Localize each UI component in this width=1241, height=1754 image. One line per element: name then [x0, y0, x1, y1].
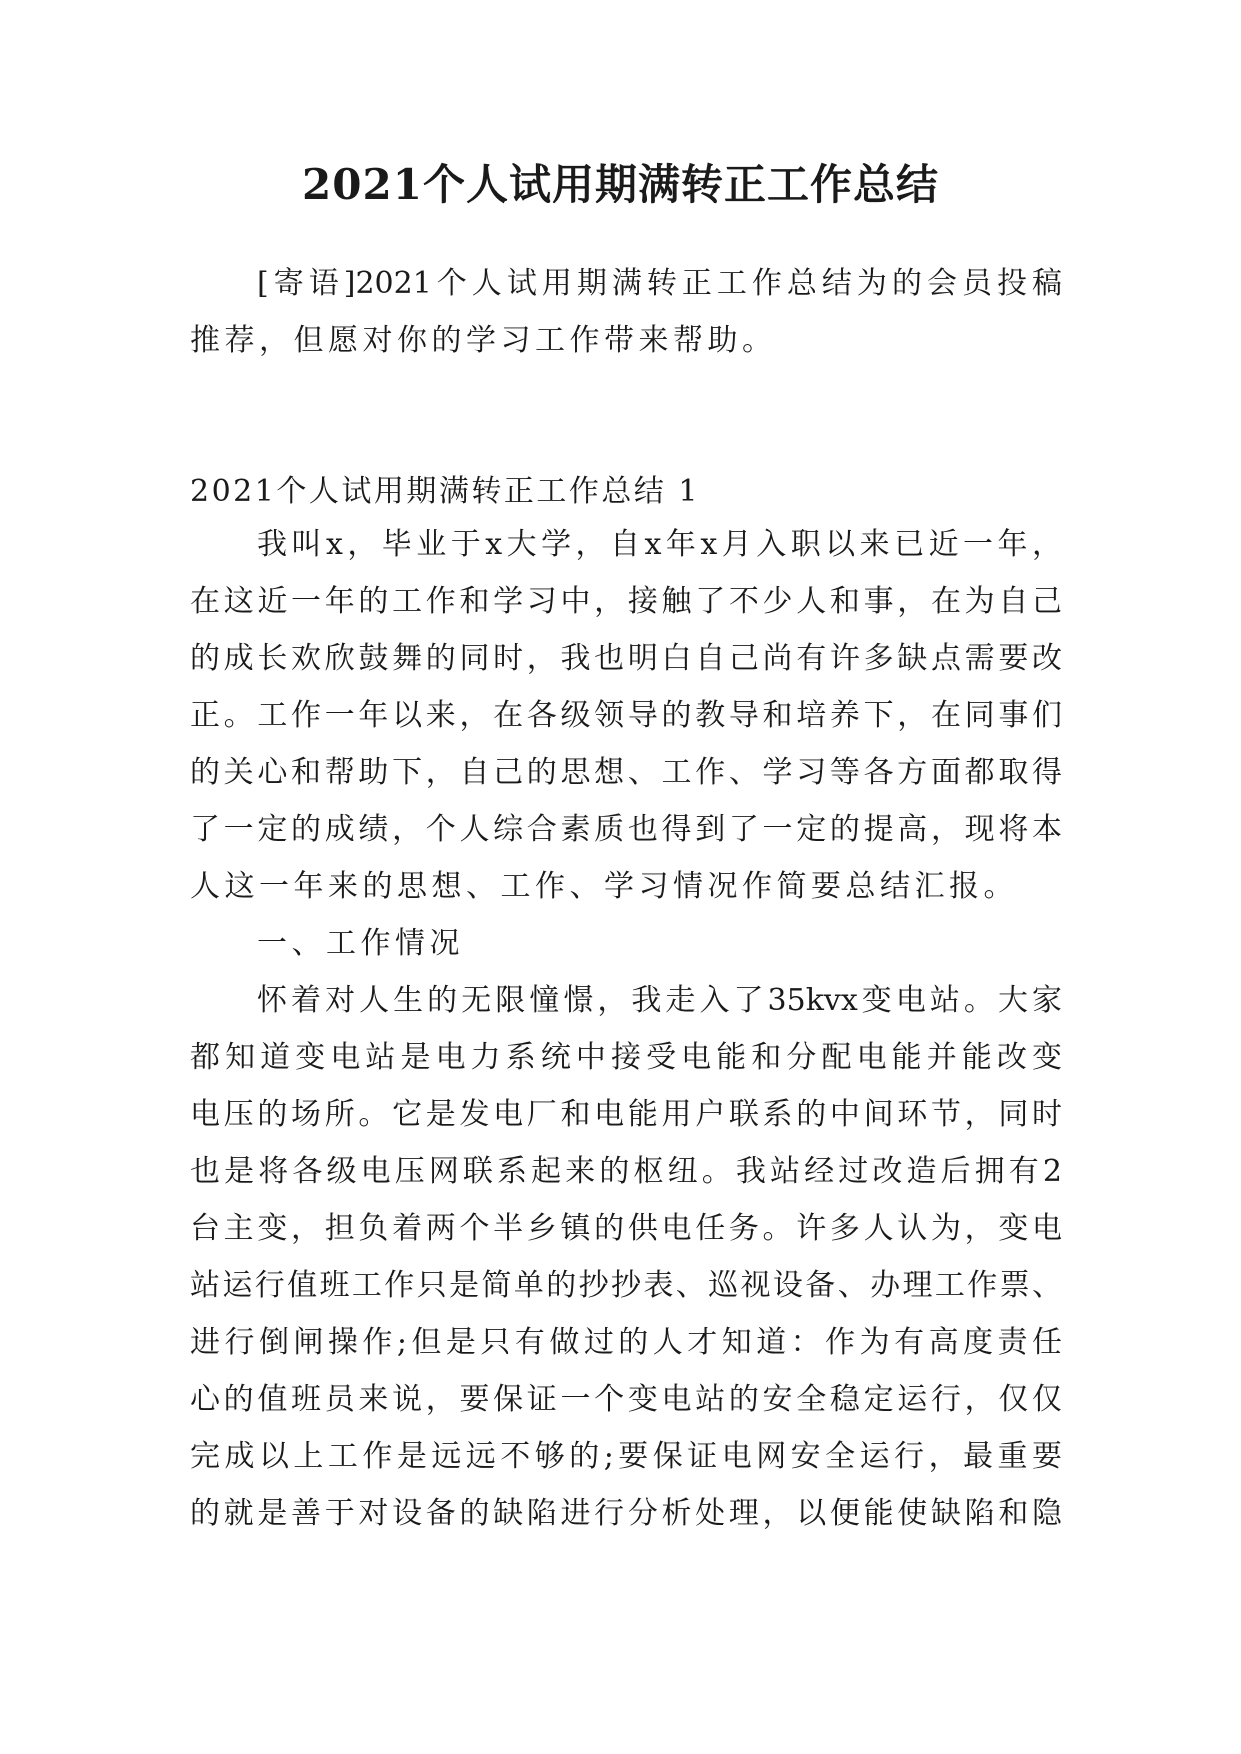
body-line: 的关心和帮助下，自己的思想、工作、学习等各方面都取得	[190, 755, 1062, 790]
body-line: 都知道变电站是电力系统中接受电能和分配电能并能改变	[190, 1040, 1062, 1075]
body-line: 正。工作一年以来，在各级领导的教导和培养下，在同事们	[190, 698, 1062, 733]
body-line: 进行倒闸操作;但是只有做过的人才知道：作为有高度责任	[190, 1325, 1062, 1360]
document-title: 2021个人试用期满转正工作总结	[302, 160, 939, 209]
subsection-heading: 一、工作情况	[257, 926, 464, 961]
body-line: 怀着对人生的无限憧憬，我走入了35kvx变电站。大家	[257, 983, 1062, 1018]
body-line: 了一定的成绩，个人综合素质也得到了一定的提高，现将本	[190, 812, 1062, 847]
body-line: 也是将各级电压网联系起来的枢纽。我站经过改造后拥有2	[190, 1154, 1062, 1189]
section-title: 2021个人试用期满转正工作总结 1	[190, 474, 700, 509]
body-line: 站运行值班工作只是简单的抄抄表、巡视设备、办理工作票、	[190, 1268, 1062, 1303]
body-line: 人这一年来的思想、工作、学习情况作简要总结汇报。	[190, 869, 1018, 904]
body-text	[190, 516, 1062, 1542]
body-line: 我叫x，毕业于x大学，自x年x月入职以来已近一年，	[257, 527, 1062, 562]
intro-paragraph	[190, 255, 1062, 369]
body-line: 电压的场所。它是发电厂和电能用户联系的中间环节，同时	[190, 1097, 1062, 1132]
body-line: 的成长欢欣鼓舞的同时，我也明白自己尚有许多缺点需要改	[190, 641, 1062, 676]
body-line: 在这近一年的工作和学习中，接触了不少人和事，在为自己	[190, 584, 1062, 619]
body-line: 心的值班员来说，要保证一个变电站的安全稳定运行，仅仅	[190, 1382, 1062, 1417]
body-line: 完成以上工作是远远不够的;要保证电网安全运行，最重要	[190, 1439, 1062, 1474]
intro-line: 推荐，但愿对你的学习工作带来帮助。	[190, 323, 777, 358]
body-line: 的就是善于对设备的缺陷进行分析处理，以便能使缺陷和隐	[190, 1496, 1062, 1531]
intro-line: [寄语]2021个人试用期满转正工作总结为的会员投稿	[257, 266, 1062, 301]
body-line: 台主变，担负着两个半乡镇的供电任务。许多人认为，变电	[190, 1211, 1062, 1246]
